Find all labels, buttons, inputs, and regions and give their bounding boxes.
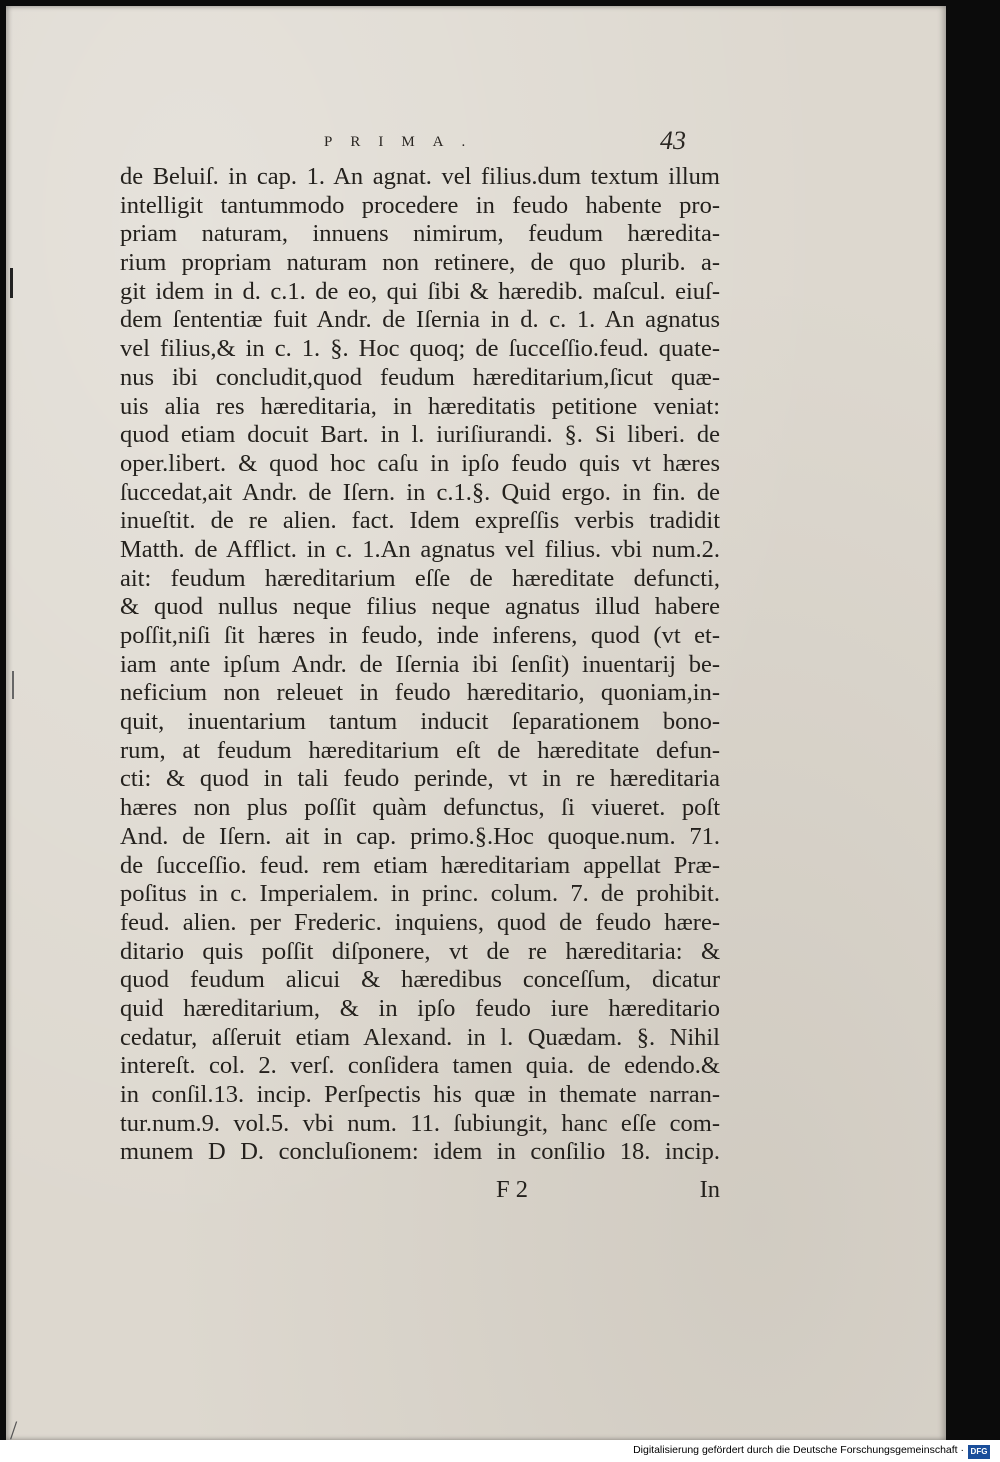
body-text	[120, 163, 720, 1167]
text-line: neficium non releuet in feudo hæreditario, quoniam,in-	[120, 679, 720, 707]
text-line: intereſt. col. 2. verſ. conſidera tamen quia. de edendo.&	[120, 1052, 720, 1080]
text-line: quod feudum alicui & hæredibus conceſſum, dicatur	[120, 966, 720, 994]
page-number: 43	[660, 126, 686, 155]
text-line: ait: feudum hæreditarium eſſe de hæreditate defuncti,	[120, 564, 720, 592]
text-line: iam ante ipſum Andr. de Iſernia ibi ſenſit) inuentarij be-	[120, 650, 720, 678]
text-line: quid hæreditarium, & in ipſo feudo iure hæreditario	[120, 994, 720, 1022]
text-line: priam naturam, innuens nimirum, feudum hæredita-	[120, 220, 720, 248]
text-line: poſitus in c. Imperialem. in princ. colum. 7. de prohibit.	[120, 880, 720, 908]
binding-mark	[10, 268, 13, 298]
text-line: rum, at feudum hæreditarium eſt de hæreditate defun-	[120, 736, 720, 764]
margin-scribble: /	[10, 1416, 18, 1445]
text-line: quit, inuentarium tantum inducit ſeparationem bono-	[120, 708, 720, 736]
text-line: vel filius,& in c. 1. §. Hoc quoq; de ſucceſſio.feud. quate-	[120, 335, 720, 363]
text-line: And. de Iſern. ait in cap. primo.§.Hoc quoque.num. 71.	[120, 822, 720, 850]
attribution-text: Digitalisierung gefördert durch die Deutsche Forschungsgemeinschaft ·	[633, 1444, 964, 1456]
page-footer	[120, 1176, 720, 1208]
text-line: cedatur, aſſeruit etiam Alexand. in l. Quædam. §. Nihil	[120, 1023, 720, 1051]
catchword: In	[699, 1176, 720, 1203]
text-line: poſſit,niſi ſit hæres in feudo, inde inferens, quod (vt et-	[120, 622, 720, 649]
binding-mark	[12, 671, 14, 699]
text-line: oper.libert. & quod hoc caſu in ipſo feudo quis vt hæres	[120, 449, 720, 477]
text-line: de ſucceſſio. feud. rem etiam hæreditariam appellat Præ-	[120, 851, 720, 879]
text-line: hæres non plus poſſit quàm defunctus, ſi viueret. poſt	[120, 794, 720, 822]
text-line: quod etiam docuit Bart. in l. iuriſiurandi. §. Si liberi. de	[120, 421, 720, 449]
text-line: de Beluiſ. in cap. 1. An agnat. vel filius.dum textum illum	[120, 163, 720, 190]
text-line: uis alia res hæreditaria, in hæreditatis petitione veniat:	[120, 392, 720, 420]
text-line: rium propriam naturam non retinere, de quo plurib. a-	[120, 249, 720, 277]
text-line: intelligit tantummodo procedere in feudo habente pro-	[120, 191, 720, 219]
text-line: inueſtit. de re alien. fact. Idem expreſſis verbis tradidit	[120, 507, 720, 535]
signature-mark: F 2	[496, 1176, 529, 1203]
text-line: git idem in d. c.1. de eo, qui ſibi & hæredib. maſcul. eiuſ-	[120, 277, 720, 305]
text-line: ſuccedat,ait Andr. de Iſern. in c.1.§. Quid ergo. in fin. de	[120, 478, 720, 506]
text-line: dem ſententiæ fuit Andr. de Iſernia in d. c. 1. An agnatus	[120, 306, 720, 334]
dfg-logo: DFG	[968, 1445, 990, 1459]
running-head: PRIMA.	[324, 134, 484, 150]
page-header	[6, 126, 946, 166]
text-line: cti: & quod in tali feudo perinde, vt in re hæreditaria	[120, 765, 720, 793]
book-page	[6, 6, 946, 1445]
text-line: feud. alien. per Frederic. inquiens, quod de feudo hære-	[120, 908, 720, 936]
text-line: ditario quis poſſit diſponere, vt de re hæreditaria: &	[120, 937, 720, 965]
text-line: & quod nullus neque filius neque agnatus illud habere	[120, 593, 720, 621]
text-line: tur.num.9. vol.5. vbi num. 11. ſubiungit, hanc eſſe com-	[120, 1109, 720, 1137]
text-line: in conſil.13. incip. Perſpectis his quæ in themate narran-	[120, 1081, 720, 1108]
text-line: nus ibi concludit,quod feudum hæreditarium,ſicut quæ-	[120, 363, 720, 391]
text-line: munem D D. concluſionem: idem in conſilio 18. incip.	[120, 1138, 720, 1166]
text-line: Matth. de Afflict. in c. 1.An agnatus vel filius. vbi num.2.	[120, 535, 720, 563]
